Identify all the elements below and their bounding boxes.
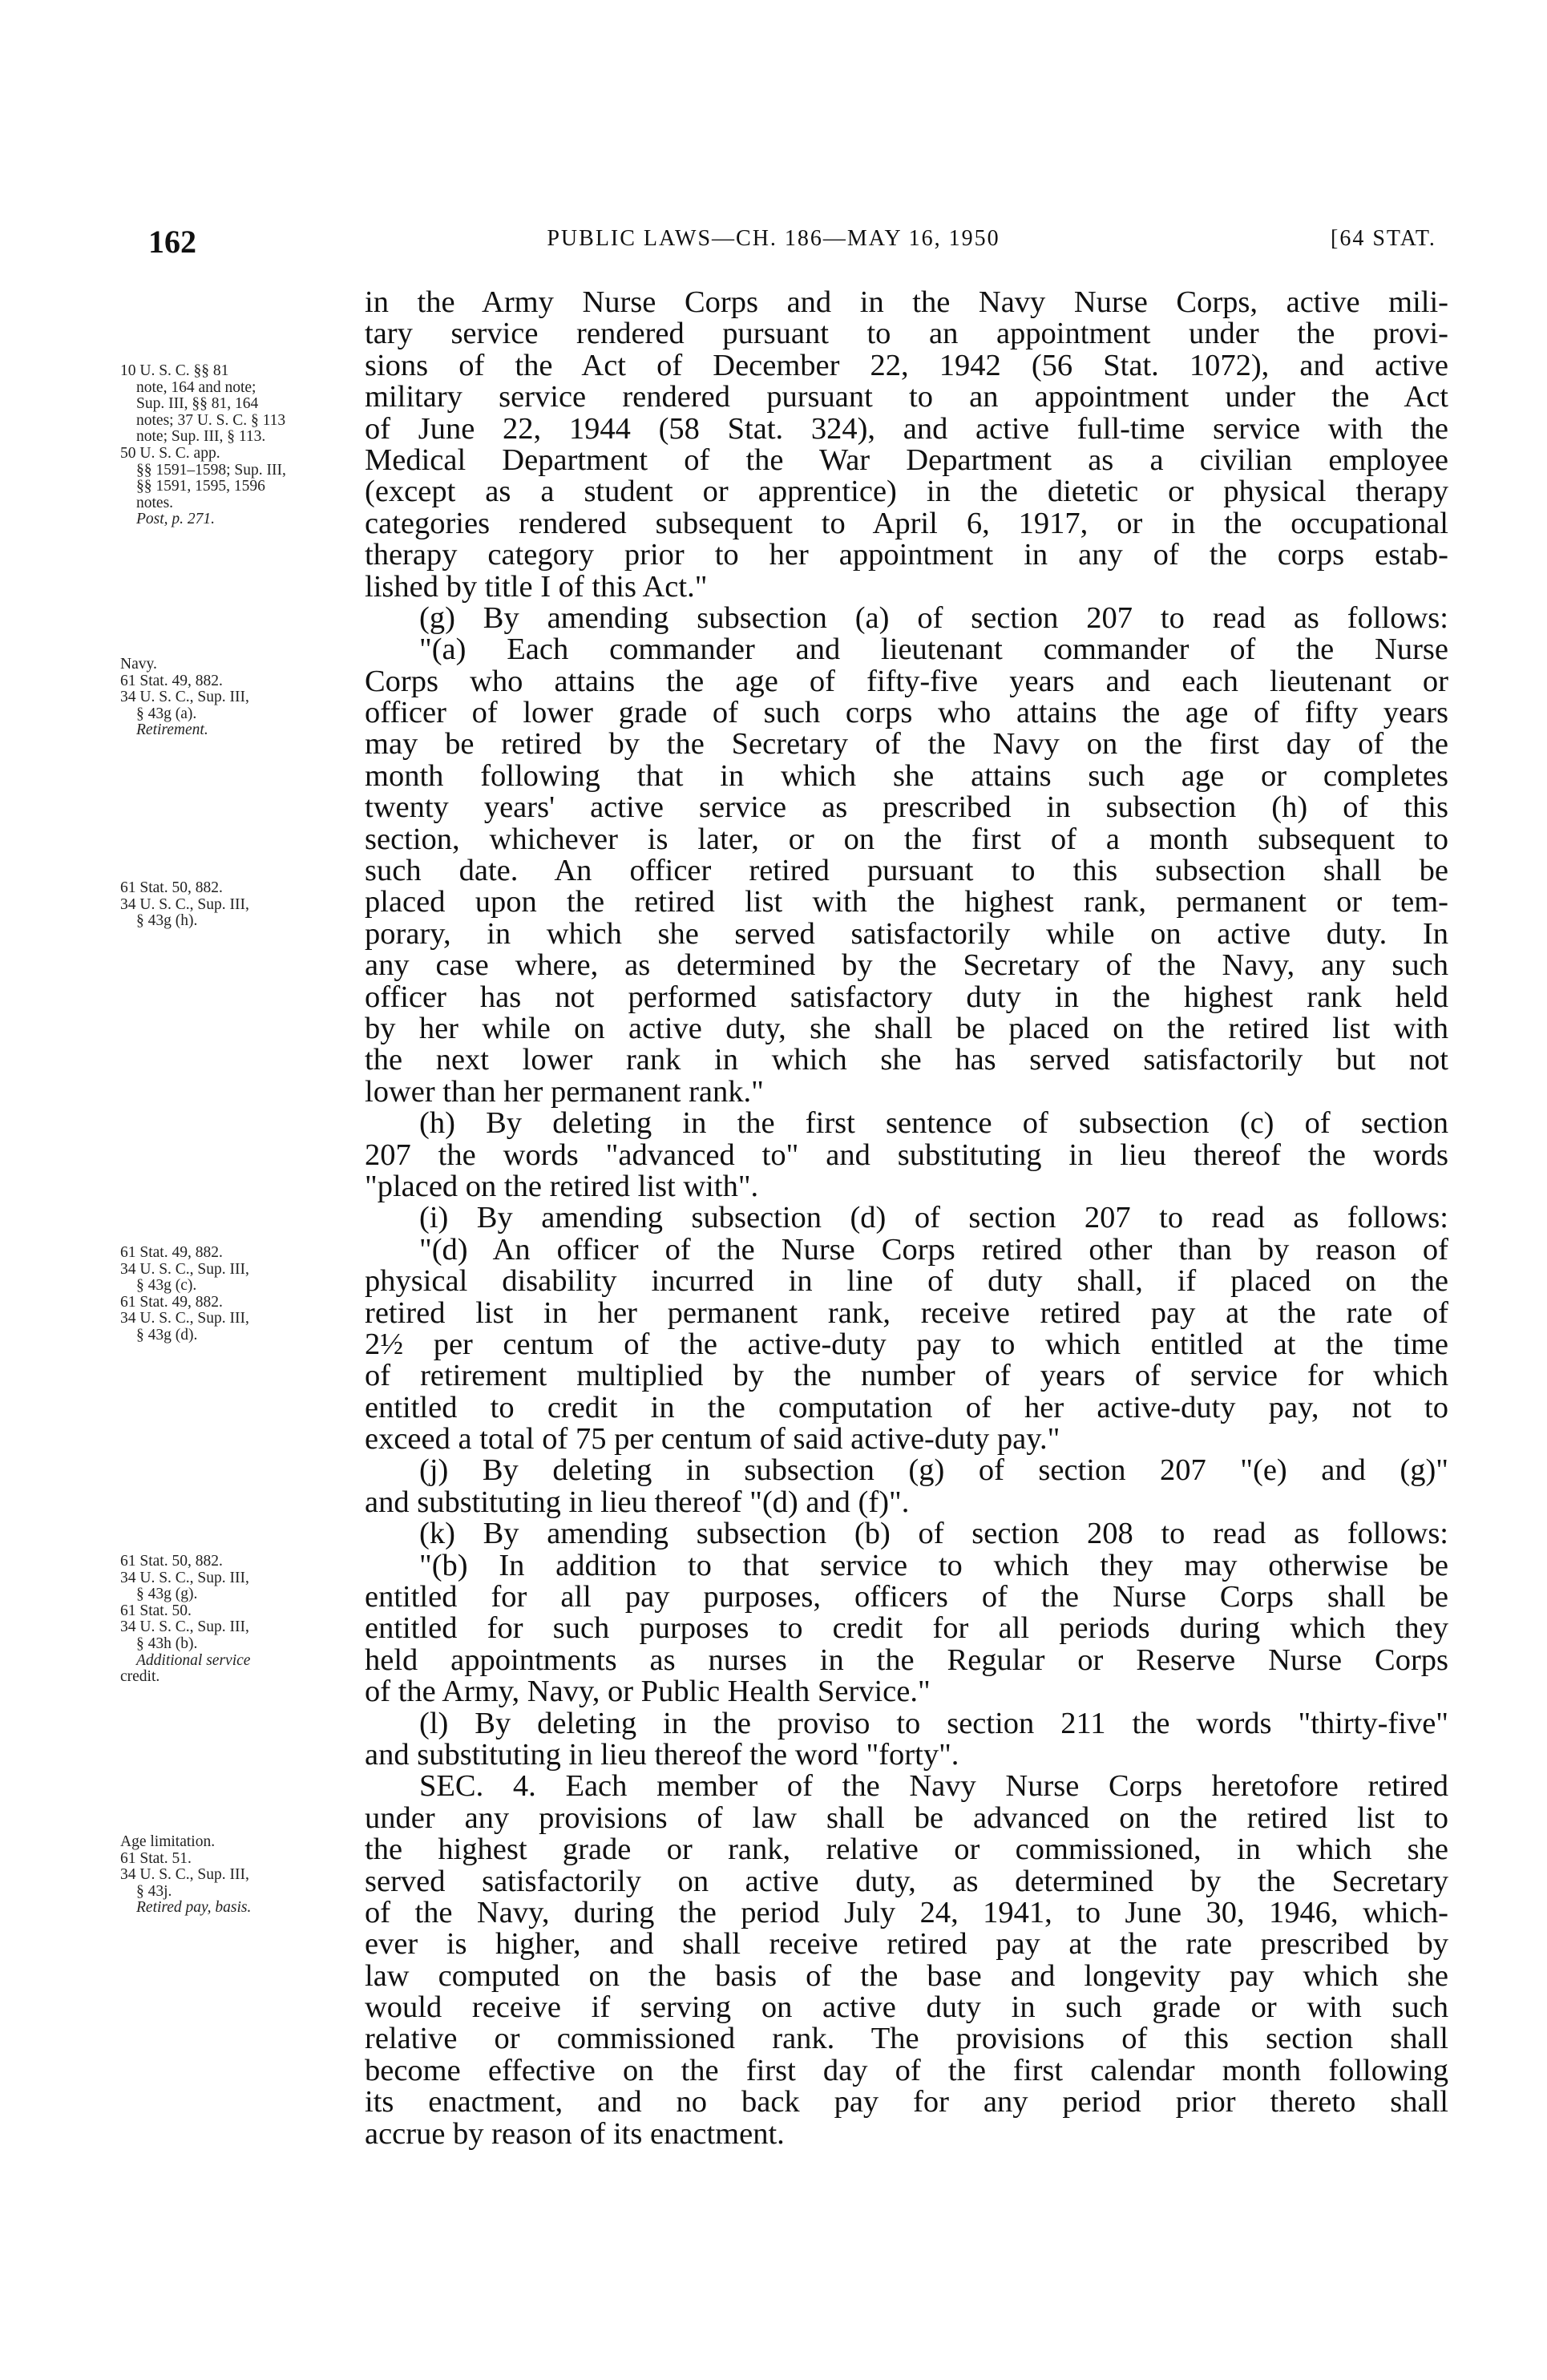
body-line: entitled for all pay purposes, officers of the Nurse Corps shall be — [365, 1580, 1448, 1614]
running-title: PUBLIC LAWS—CH. 186—MAY 16, 1950 — [547, 226, 1000, 251]
body-line: therapy category prior to her appointment in any of the corps estab- — [365, 538, 1448, 572]
body-line: placed upon the retired list with the highest rank, permanent or tem- — [365, 885, 1448, 919]
margin-note — [120, 363, 345, 528]
body-line: "(b) In addition to that service to which they may otherwise be — [419, 1548, 1448, 1582]
margin-note-line: § 43g (a). — [136, 705, 197, 722]
margin-note-line: § 43g (c). — [136, 1277, 197, 1295]
body-line: of June 22, 1944 (58 Stat. 324), and active full-time service with the — [365, 411, 1448, 446]
body-line: month following that in which she attains such age or completes — [365, 758, 1448, 793]
body-line: Corps who attains the age of fifty-five years and each lieutenant or — [365, 664, 1448, 698]
body-line: military service rendered pursuant to an appointment under the Act — [365, 380, 1448, 414]
body-line: officer has not performed satisfactory duty in the highest rank held — [365, 980, 1448, 1014]
body-line: twenty years' active service as prescribed in subsection (h) of this — [365, 790, 1448, 825]
body-line: of the Navy, during the period July 24, 1941, to June 30, 1946, which- — [365, 1895, 1448, 1929]
body-line: relative or commissioned rank. The provisions of this section shall — [365, 2022, 1448, 2056]
margin-note-line: Age limitation. — [120, 1833, 216, 1850]
body-line: (j) By deleting in subsection (g) of section 207 "(e) and (g)" — [419, 1453, 1448, 1488]
body-line: become effective on the first day of the first calendar month following — [365, 2053, 1448, 2087]
body-line: lished by title I of this Act." — [365, 569, 708, 604]
body-line: (except as a student or apprentice) in the dietetic or physical therapy — [365, 475, 1448, 509]
body-line: entitled to credit in the computation of her active-duty pay, not to — [365, 1390, 1448, 1424]
body-line: section, whichever is later, or on the first of a month subsequent to — [365, 822, 1448, 856]
body-line: porary, in which she served satisfactorily while on active duty. In — [365, 916, 1448, 951]
margin-note-line: 34 U. S. C., Sup. III, — [120, 1260, 249, 1278]
body-line: SEC. 4. Each member of the Navy Nurse Corps heretofore retired — [419, 1769, 1448, 1804]
margin-note-line: 10 U. S. C. §§ 81 — [120, 362, 229, 379]
margin-note-line: 61 Stat. 49, 882. — [120, 1293, 223, 1311]
margin-note-line: credit. — [120, 1668, 160, 1686]
margin-note-line: 50 U. S. C. app. — [120, 444, 220, 462]
body-line: the highest grade or rank, relative or commissioned, in which she — [365, 1832, 1448, 1867]
body-line: served satisfactorily on active duty, as determined by the Secretary — [365, 1864, 1448, 1898]
margin-note-line: 34 U. S. C., Sup. III, — [120, 689, 249, 706]
body-line: officer of lower grade of such corps who attains the age of fifty years — [365, 696, 1448, 730]
body-line: under any provisions of law shall be advanced on the retired list to — [365, 1800, 1448, 1835]
margin-note-line: 61 Stat. 50. — [120, 1602, 192, 1619]
margin-note-line: 34 U. S. C., Sup. III, — [120, 1569, 249, 1586]
body-line: would receive if serving on active duty in such grade or with such — [365, 1990, 1448, 2025]
margin-note-line: Sup. III, §§ 81, 164 — [136, 395, 259, 413]
body-line: and substituting in lieu thereof the word "forty". — [365, 1737, 959, 1772]
margin-note-line: §§ 1591–1598; Sup. III, — [136, 461, 286, 479]
margin-note-line: 61 Stat. 49, 882. — [120, 1244, 223, 1261]
body-line: exceed a total of 75 per centum of said active-duty pay." — [365, 1422, 1060, 1457]
body-line: in the Army Nurse Corps and in the Navy Nurse Corps, active mili- — [365, 285, 1448, 319]
body-line: and substituting in lieu thereof "(d) and (f)". — [365, 1485, 910, 1519]
body-line: such date. An officer retired pursuant to this subsection shall be — [365, 854, 1448, 888]
margin-note-line: § 43h (b). — [136, 1634, 198, 1652]
body-line: "(a) Each commander and lieutenant commander of the Nurse — [419, 632, 1448, 667]
body-line: (k) By amending subsection (b) of section 208 to read as follows: — [419, 1517, 1448, 1551]
margin-note-line: 34 U. S. C., Sup. III, — [120, 1310, 249, 1327]
margin-note-line: Navy. — [120, 656, 157, 673]
body-line: accrue by reason of its enactment. — [365, 2116, 785, 2151]
margin-note — [120, 657, 345, 739]
margin-note-line: note; Sup. III, § 113. — [136, 428, 266, 446]
body-line: law computed on the basis of the base and longevity pay which she — [365, 1958, 1448, 1993]
margin-note-line: 61 Stat. 49, 882. — [120, 672, 223, 689]
page-number: 162 — [148, 224, 196, 260]
margin-note-line: notes; 37 U. S. C. § 113 — [136, 411, 286, 429]
body-line: lower than her permanent rank." — [365, 1074, 764, 1109]
body-line: ever is higher, and shall receive retired pay at the rate prescribed by — [365, 1927, 1448, 1962]
margin-note — [120, 1554, 345, 1686]
margin-note-line: Retired pay, basis. — [136, 1899, 252, 1917]
margin-note — [120, 880, 345, 930]
margin-note-line: § 43g (d). — [136, 1326, 198, 1344]
body-line: "(d) An officer of the Nurse Corps retired other than by reason of — [419, 1232, 1448, 1267]
body-line: (i) By amending subsection (d) of section 207 to read as follows: — [419, 1201, 1448, 1235]
margin-note-line: § 43j. — [136, 1882, 172, 1900]
body-line: (g) By amending subsection (a) of section 207 to read as follows: — [419, 600, 1448, 635]
margin-note-line: §§ 1591, 1595, 1596 — [136, 478, 265, 495]
margin-note — [120, 1245, 345, 1344]
body-line: sions of the Act of December 22, 1942 (56 Stat. 1072), and active — [365, 348, 1448, 382]
margin-note-line: 34 U. S. C., Sup. III, — [120, 1866, 249, 1884]
body-line: tary service rendered pursuant to an appointment under the provi- — [365, 317, 1448, 351]
body-line: 2½ per centum of the active-duty pay to which entitled at the time — [365, 1327, 1448, 1361]
body-line: retired list in her permanent rank, receive retired pay at the rate of — [365, 1295, 1448, 1330]
margin-note-line: § 43g (g). — [136, 1586, 198, 1603]
volume-reference: [64 STAT. — [1331, 226, 1436, 251]
body-line: the next lower rank in which she has served satisfactorily but not — [365, 1043, 1448, 1077]
body-line: may be retired by the Secretary of the Navy on the first day of the — [365, 727, 1448, 762]
body-line: of retirement multiplied by the number of years of service for which — [365, 1359, 1448, 1393]
body-line: "placed on the retired list with". — [365, 1169, 759, 1203]
body-line: its enactment, and no back pay for any period prior thereto shall — [365, 2085, 1448, 2119]
body-line: physical disability incurred in line of duty shall, if placed on the — [365, 1264, 1448, 1299]
statute-body-text — [365, 287, 1448, 2150]
body-line: 207 the words "advanced to" and substituting in lieu thereof the words — [365, 1137, 1448, 1172]
margin-note — [120, 1834, 345, 1917]
margin-note-line: note, 164 and note; — [136, 378, 256, 396]
margin-note-line: Additional service — [136, 1651, 251, 1669]
margin-note-line: 61 Stat. 50, 882. — [120, 879, 223, 896]
body-line: (l) By deleting in the proviso to section 211 the words "thirty-five" — [419, 1706, 1448, 1740]
body-line: Medical Department of the War Department as a civilian employee — [365, 442, 1448, 477]
margin-note-line: 61 Stat. 50, 882. — [120, 1553, 223, 1570]
body-line: categories rendered subsequent to April 6, 1917, or in the occupational — [365, 506, 1448, 540]
body-line: any case where, as determined by the Secretary of the Navy, any such — [365, 948, 1448, 983]
body-line: by her while on active duty, she shall be placed on the retired list with — [365, 1011, 1448, 1045]
margin-note-line: § 43g (h). — [136, 912, 198, 930]
body-line: of the Army, Navy, or Public Health Service." — [365, 1675, 931, 1709]
margin-note-line: Retirement. — [136, 721, 208, 739]
margin-note-line: notes. — [136, 494, 174, 511]
body-line: held appointments as nurses in the Regular or Reserve Nurse Corps — [365, 1643, 1448, 1677]
margin-note-line: 34 U. S. C., Sup. III, — [120, 1618, 249, 1636]
margin-note-line: Post, p. 271. — [136, 511, 216, 528]
body-line: entitled for such purposes to credit for all periods during which they — [365, 1611, 1448, 1646]
body-line: (h) By deleting in the first sentence of subsection (c) of section — [419, 1106, 1448, 1141]
margin-note-line: 61 Stat. 51. — [120, 1849, 192, 1867]
margin-note-line: 34 U. S. C., Sup. III, — [120, 895, 249, 913]
